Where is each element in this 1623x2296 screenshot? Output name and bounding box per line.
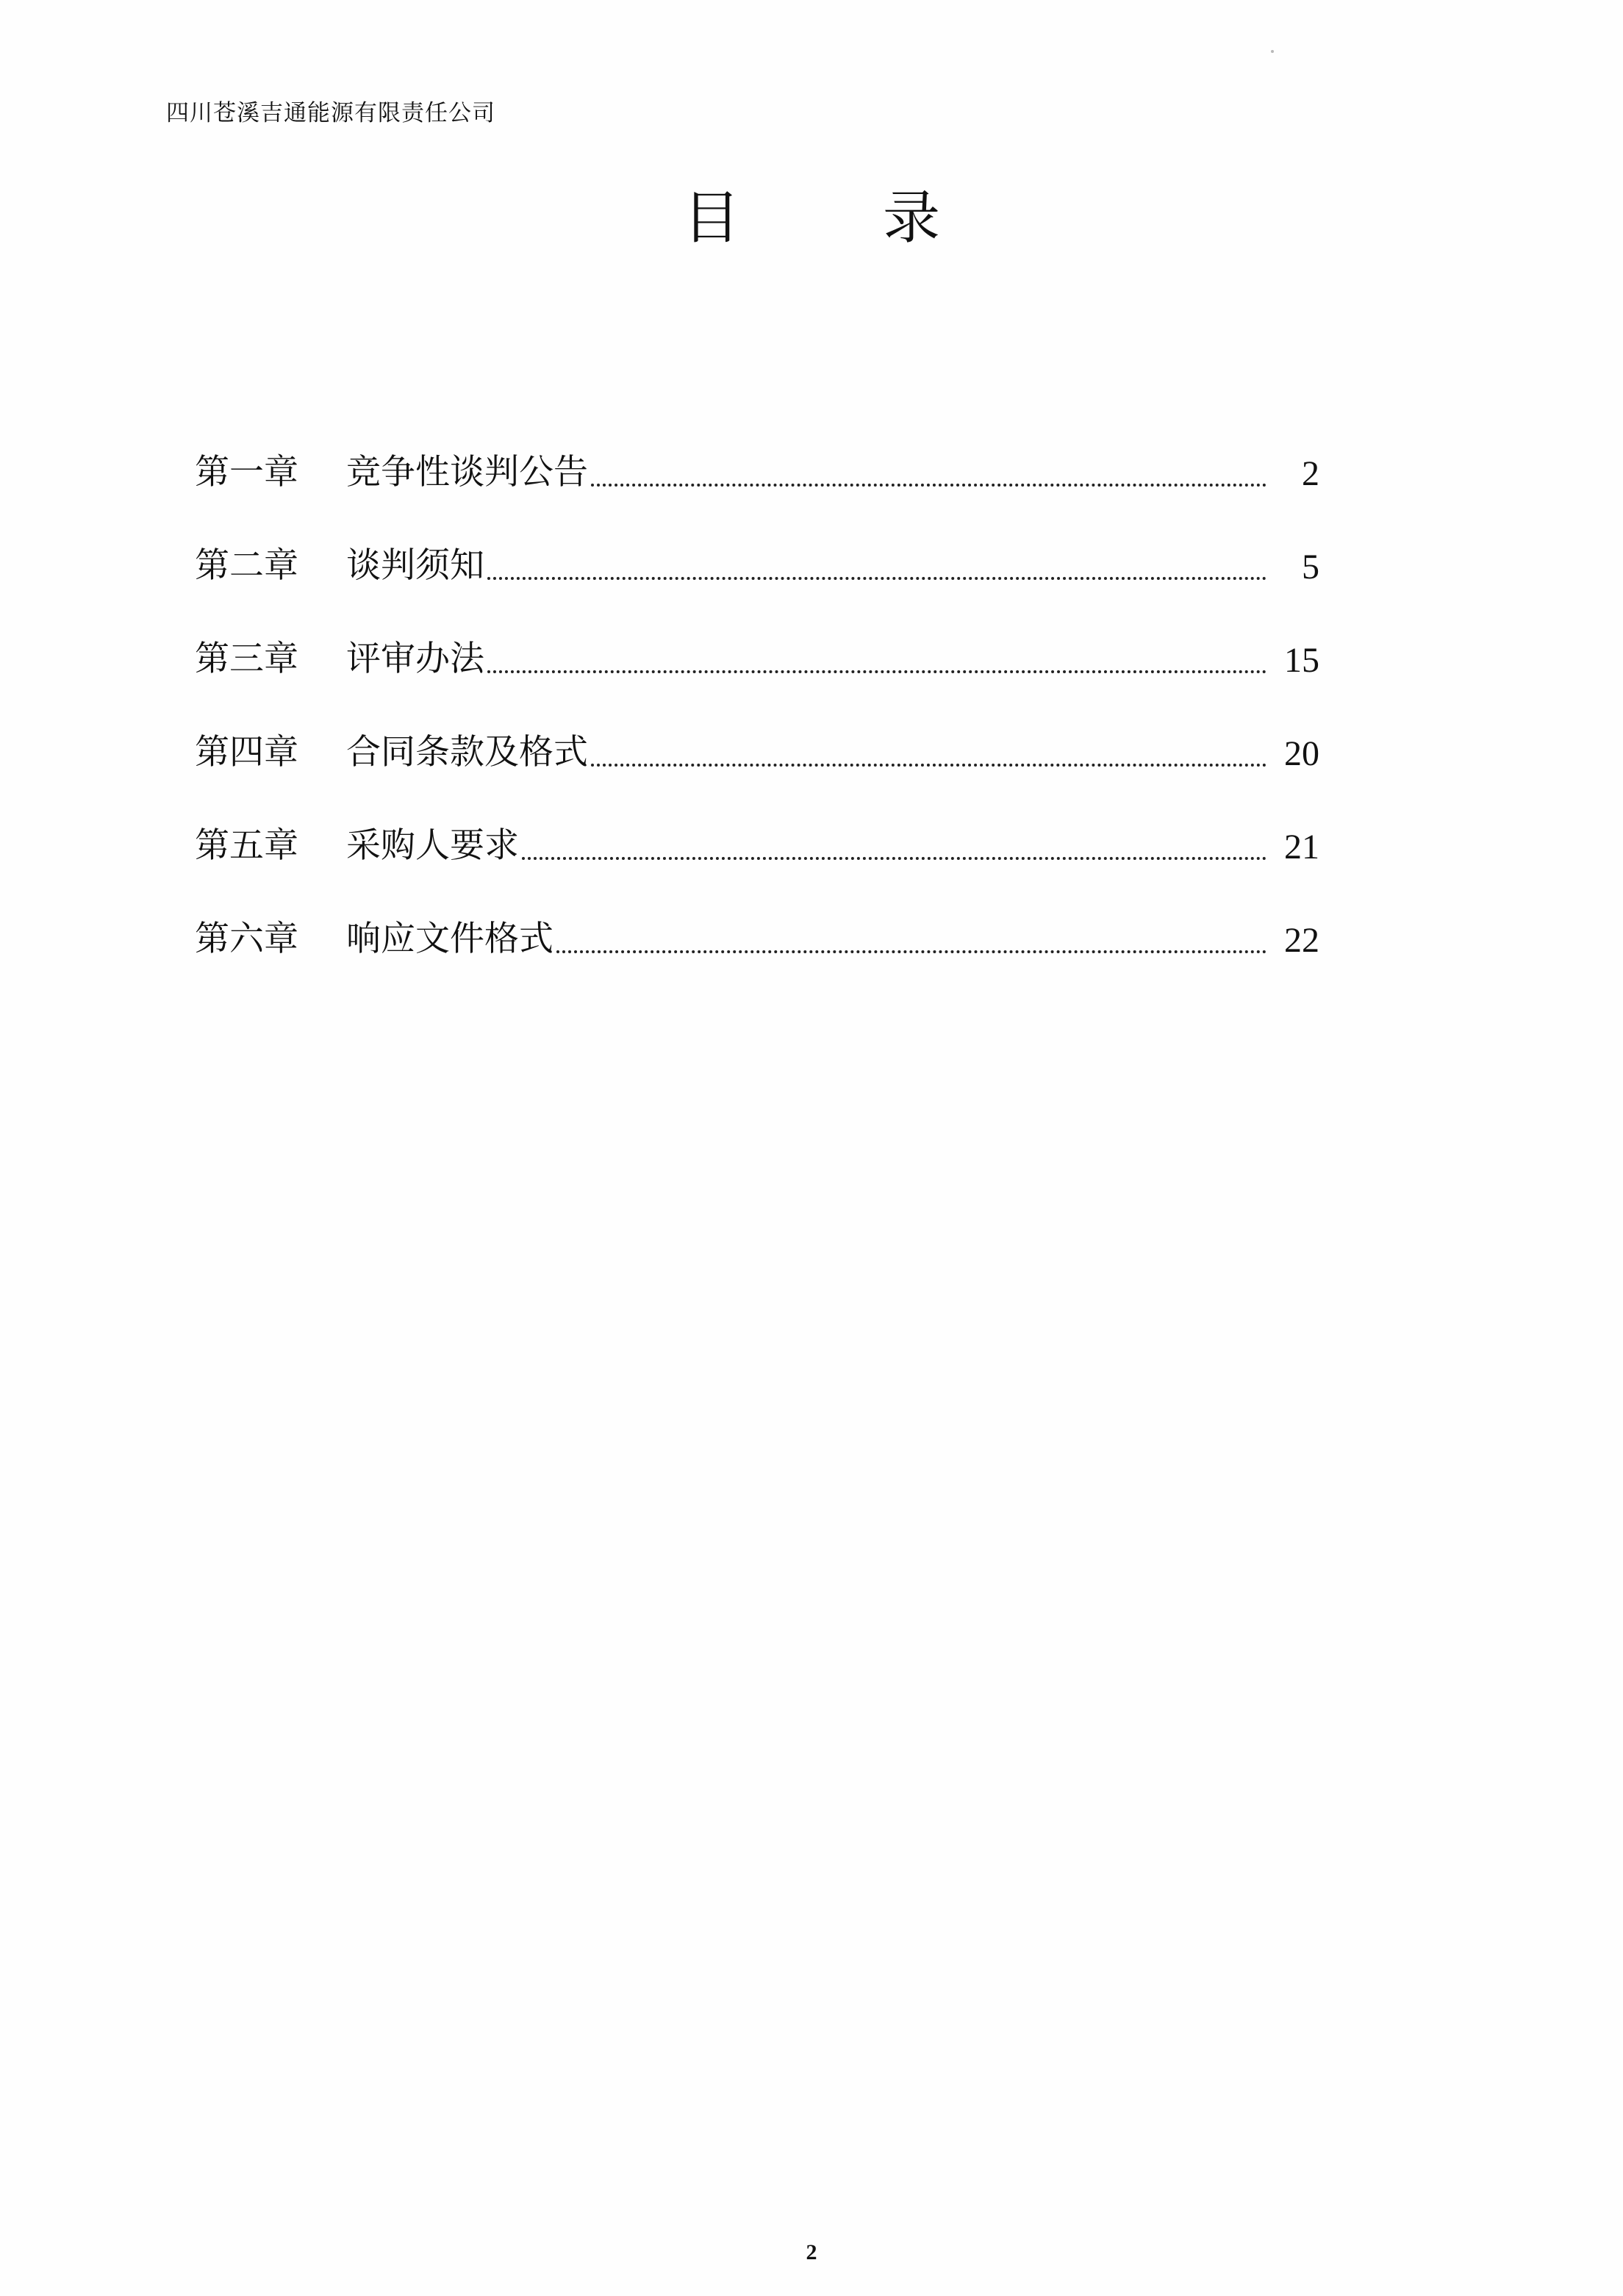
- toc-chapter-number: 第三章: [195, 639, 298, 679]
- toc-dot-leader: [522, 853, 1266, 860]
- toc-dot-leader: [487, 573, 1266, 580]
- toc-dot-leader: [591, 479, 1266, 487]
- toc-page-number: 2: [1302, 454, 1319, 493]
- toc-chapter-number: 第六章: [195, 919, 298, 959]
- toc-chapter-number: 第一章: [195, 452, 298, 492]
- toc-chapter-number: 第四章: [195, 732, 298, 772]
- title-char-1: 目: [682, 185, 740, 251]
- table-of-contents-list: [195, 401, 1319, 961]
- toc-chapter-title: 合同条款及格式: [346, 732, 588, 772]
- toc-entry[interactable]: [195, 681, 1319, 774]
- table-of-contents-title: [0, 172, 1623, 254]
- toc-page-number: 21: [1284, 828, 1319, 867]
- company-header: 四川苍溪吉通能源有限责任公司: [166, 100, 495, 126]
- scan-dust-mark: [1271, 50, 1274, 53]
- toc-entry[interactable]: [195, 401, 1319, 494]
- toc-entry[interactable]: [195, 774, 1319, 867]
- toc-entry[interactable]: [195, 494, 1319, 587]
- toc-chapter-title: 谈判须知: [346, 545, 484, 586]
- toc-dot-leader: [556, 946, 1266, 953]
- toc-page-number: 20: [1284, 734, 1319, 773]
- title-char-2: 录: [883, 185, 941, 251]
- toc-dot-leader: [591, 759, 1266, 767]
- toc-chapter-title: 竞争性谈判公告: [346, 452, 588, 492]
- toc-chapter-number: 第二章: [195, 545, 298, 586]
- toc-entry[interactable]: [195, 587, 1319, 681]
- toc-dot-leader: [487, 666, 1266, 673]
- toc-entry[interactable]: [195, 867, 1319, 961]
- toc-chapter-title: 采购人要求: [346, 825, 519, 866]
- toc-chapter-title: 响应文件格式: [346, 919, 553, 959]
- toc-page-number: 15: [1284, 641, 1319, 680]
- toc-page-number: 22: [1284, 921, 1319, 960]
- footer-page-number: 2: [806, 2240, 817, 2264]
- toc-chapter-number: 第五章: [195, 825, 298, 866]
- toc-chapter-title: 评审办法: [346, 639, 484, 679]
- toc-page-number: 5: [1302, 548, 1319, 586]
